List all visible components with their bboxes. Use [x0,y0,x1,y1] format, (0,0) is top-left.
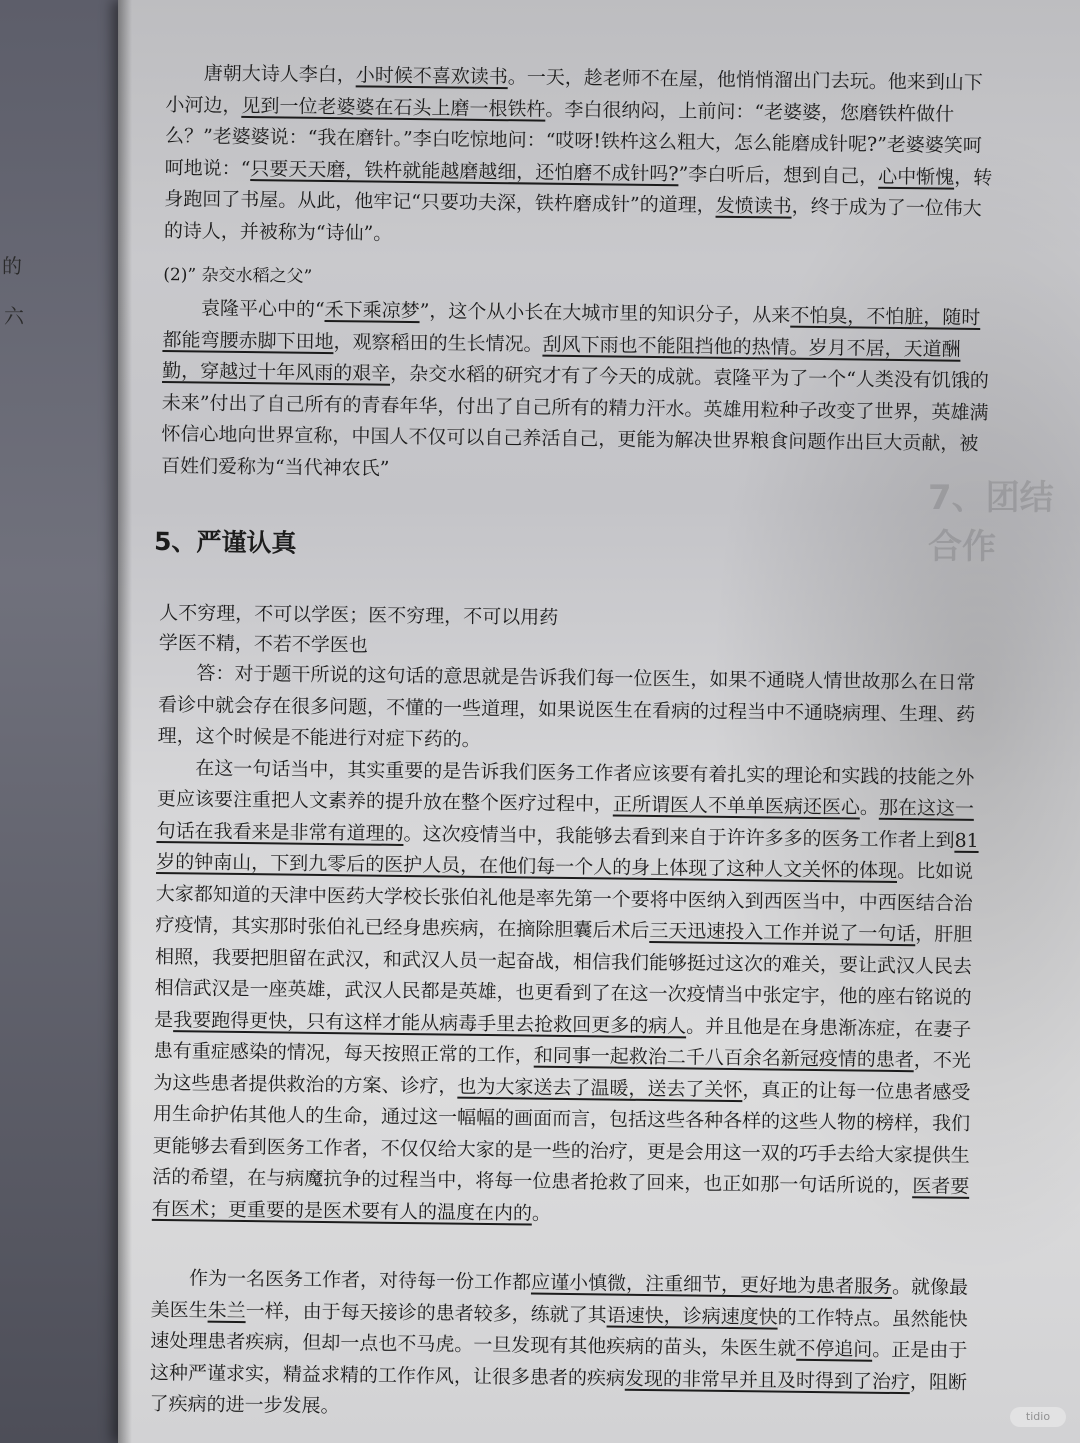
bleed-through-heading: 7、团结合作 [928,478,1054,567]
underlined-text: 朱兰 [207,1299,246,1322]
paragraph-yuan-longping [161,293,993,492]
underlined-text: 医者要有医术；更重要的是医术要有人的温度在内的 [151,1175,970,1225]
text-segment: 。并且他是在身患渐冻症，在妻子患有重症感染的情况，每天按照正常的工作， [153,1014,972,1067]
text-segment: ，终于成为了一位伟大的诗人，并被称为“诗仙”。 [163,195,982,245]
text-segment: ，阻断了疾病的进一步发展。 [149,1370,968,1418]
quote-line-2: 学医不精，不若不学医也 [158,631,368,657]
underlined-text: 不停追问 [796,1337,873,1361]
underlined-text: 禾下乘凉梦 [324,298,420,323]
text-segment: 的工作特点。虽然能快速处理患者疾病，但却一点也不马虎。一旦发现有其他疾病的苗头，朱医生就 [150,1306,968,1360]
quote-line-1: 人不穷理，不可以学医；医不穷理，不可以用药 [159,601,559,629]
text-segment: 一样，由于每天接诊的患者较多，练就了其 [245,1299,607,1326]
section-heading: 5、严谨认真 [153,526,297,558]
text-segment: ，观察稻田的生长情况。 [333,330,543,356]
underlined-text: 语速快，诊病速度快 [606,1303,778,1329]
text-segment: 。就像最美医生 [150,1275,969,1322]
underlined-text: 应谨小慎微，注重细节，更好地为患者服务 [530,1271,893,1298]
text-segment: ，肝胆相照，我要把胆留在武汉，和武汉人员一起奋战，相信我们能够挺过这次的难关，要让武汉人民去相信武汉是一座英雄，武汉人民都是英雄，也更看到了在这一次疫情当中张定宇，他的座右铭说的是 [154,923,973,1031]
paragraph-li-bai [164,58,996,257]
text-segment: 。一天，趁老师不在屋，他悄悄溜出门去玩。他来到山下小河边， [165,66,983,117]
page-content [149,58,996,1431]
underlined-text: 见到一位老婆婆在石头上磨一根铁杵 [241,94,546,121]
text-segment: ，杂交水稻的研究才有了今天的成就。袁隆平为了一个“人类没有饥饿的未来”付出了自己所有的青春年华，付出了自己所有的精力汗水。英雄用粒种子改变了世界，英雄满怀信心地向世界宣称，中国人不仅可以自己养活自己，更能为解决世界粮食问题作出巨大贡献，被百姓们爱称为“当代神农氏” [160,362,989,480]
text-segment: ”李白听后，想到自己， [678,162,879,188]
text-segment: 在这一句话当中，其实重要的是告诉我们医务工作者应该要有着扎实的理论和实践的技能之外更应该要注重把人文素养的提升放在整个医疗过程中， [156,756,975,816]
paragraph-answer [158,658,989,763]
subheading-rice-father: (2)” 杂交水稻之父” [163,264,313,287]
text-segment: 。 [859,796,880,819]
document-page [118,0,1080,1443]
text-segment: ，真正的让每一位患者感受用生命护佑其他人的生命，通过这一幅幅的画面而言，包括这些各种各样的这些人物的榜样，我们更能够去看到医务工作者，不仅仅给大家的是一些的治疗，更是会用这一双的巧手去给大家提供生活的希望，在与病魔抗争的过程当中，将每一位患者抢救了回来，也正如那一句话所说的， [152,1078,971,1198]
underlined-text: 发现的非常早并且及时得到了治疗 [624,1367,911,1393]
text-segment: 作为一名医务工作者，对待每一份工作都 [188,1267,532,1294]
text-segment: 。比如说大家都知道的天津中医药大学校长张伯礼他是率先第一个要将中医纳入到西医当中，中西医结合治疗疫情，其实那时张伯礼已经身患疾病，在摘除胆囊后术后 [155,859,974,942]
text-segment: 。这次疫情当中，我能够去看到来自于许许多多的医务工作者上到 [403,822,955,852]
underlined-text: 我要跑得更快，只有这样才能从病毒手里去抢救回更多的病人 [173,1008,687,1037]
side-mark-2: 六 [4,304,24,328]
underlined-text: 正所谓医人不单单医病还医心 [612,793,861,819]
text-segment: ，不光为这些患者提供救治的方案、诊疗， [153,1049,971,1098]
underlying-page [0,0,125,1443]
watermark-badge: tidio [1010,1407,1066,1427]
underlined-text: 发愤读书 [715,194,792,218]
paragraph-zhu-lan [149,1263,981,1431]
text-segment: 。李白很纳闷，上前问：“老婆婆，您磨铁杵做什么？”老婆婆说：“我在磨针。”李白吃惊地问：“哎呀!铁杵这么粗大，怎么能磨成针呢?”老婆婆笑呵呵地说：“ [164,98,983,180]
text-segment: 。 [531,1202,552,1225]
text-segment: ，转身跑回了书屋。从此，他牢记“只要功夫深，铁杵磨成针”的道理， [164,166,993,217]
underlined-text: 小时候不喜欢读书 [355,64,508,89]
text-segment: 。正是由于这种严谨求实，精益求精的工作作风，让很多患者的疾病 [149,1338,968,1390]
paragraph-humanistic-care [152,752,988,1235]
underlined-text: 刮风下雨也不能阻挡他的热情。岁月不居，天道酬勤，穿越过十年风雨的艰辛 [162,333,961,385]
text-segment: ”，这个从小长在大城市里的知识分子，从来 [419,300,791,327]
side-mark-1: 的 [2,254,22,278]
underlined-text: 不怕臭，不怕脏，随时都能弯腰赤脚下田地 [162,304,981,353]
text-segment: 袁隆平心中的“ [200,297,325,321]
underlined-text: 和同事一起救治二千八百余名新冠疫情的患者 [533,1044,914,1072]
underlined-text: 那在这这一句话在我看来是非常有道理的 [156,796,975,845]
underlined-text: 81 岁的钟南山，下到九零后的医护人员，在他们每一个人的身上体现了这种人文关怀的体现 [156,829,979,882]
text-segment: 答：对于题干所说的这句话的意思就是告诉我们每一位医生，如果不通晓人情世故那么在日常看诊中就会存在很多问题，不懂的一些道理，如果说医生在看病的过程当中不通晓病理、生理、药理，这个时候是不能进行对症下药的。 [157,662,976,751]
text-segment: 唐朝大诗人李白， [203,62,356,87]
underlined-text: 三天迅速投入工作并说了一句话 [649,919,916,946]
underlined-text: 心中惭愧 [878,165,955,189]
underlined-text: 也为大家送去了温暖，送去了关怀 [457,1075,743,1101]
underlined-text: 只要天天磨，铁杵就能越磨越细，还怕磨不成针吗? [250,157,679,185]
